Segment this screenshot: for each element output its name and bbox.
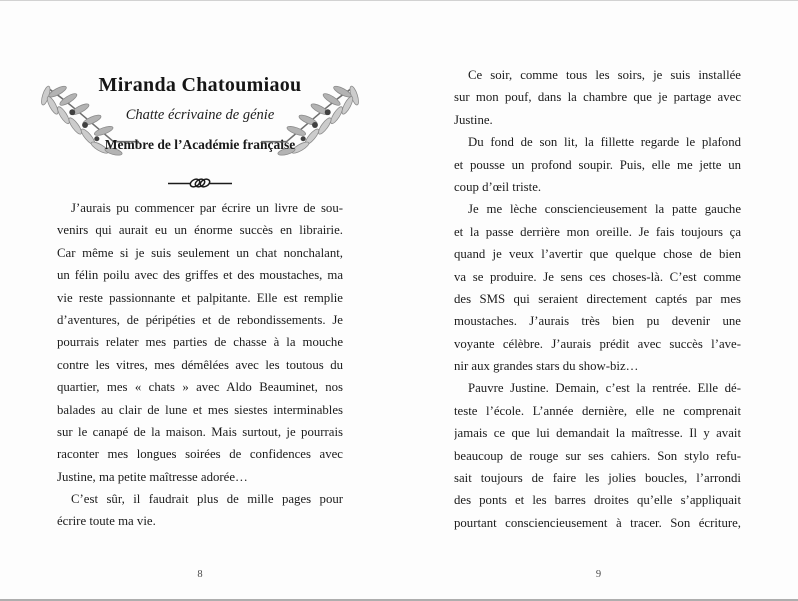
text-line: Justine, ma petite maîtresse adorée… <box>57 469 248 484</box>
text-line: beaucoup de rouge sur ses cahiers. Son stylo refu- <box>454 448 741 463</box>
text-line: voyante célèbre. J’aurais prédit avec succès l’ave- <box>454 336 741 351</box>
text-line: C’est sûr, il faudrait plus de mille pages pour <box>71 492 343 507</box>
text-line: nir aux grandes stars du show-biz… <box>454 359 639 374</box>
text-line: des SMS qui seraient directement captés par mes <box>454 291 741 306</box>
page-top-edge <box>0 0 798 1</box>
text-line: coup d’œil triste. <box>454 179 542 194</box>
text-line: et pousse un profond soupir. Puis, elle me jette un <box>454 157 741 172</box>
text-line: raconter mes longues soirées de confidences avec <box>57 447 343 462</box>
text-line: teste l’école. L’année dernière, elle ne comprenait <box>454 403 741 418</box>
text-line: va se produire. Je sens ces choses-là. C’est comme <box>454 269 741 284</box>
left-page-text <box>57 197 343 533</box>
text-line: Je me lèche consciencieusement la patte gauche <box>468 202 741 217</box>
chapter-subtitle: Chatte écrivaine de génie <box>125 107 275 123</box>
text-line: balades au clair de lune et mes siestes interminables <box>57 402 343 417</box>
text-line: contre les vitres, mes démêlées avec les toutous du <box>57 357 343 372</box>
text-line: des ponts et les barres droites qu’elle s’appliquait <box>454 493 741 508</box>
text-line: Pauvre Justine. Demain, c’est la rentrée. Elle dé- <box>468 381 741 396</box>
text-line: sait toujours de faire les jolies boucles, l’arrondi <box>454 471 741 486</box>
knot-divider-icon <box>168 176 232 190</box>
text-line: vie reste passionnante et palpitante. Elle est remplie <box>57 290 343 305</box>
text-line: Justine. <box>454 112 493 127</box>
left-page-number: 8 <box>197 569 203 580</box>
text-line: J’aurais pu commencer par écrire un livre de sou- <box>71 201 343 215</box>
text-line: et la passe derrière mon oreille. Je fais toujours ça <box>454 224 741 239</box>
text-line: pourrais relater mes parties de chasse à la mouche <box>57 335 343 350</box>
text-line: venirs qui aurait eu un énorme succès en librairie. <box>57 223 343 238</box>
text-line: pourtant consciencieusement à tracer. Son écriture, <box>454 515 741 530</box>
text-line: Car même si je suis seulement un chat nonchalant, <box>57 245 343 260</box>
right-page-number: 9 <box>595 569 602 580</box>
text-line: jamais ce que lui demandait la maîtresse. Il y avait <box>454 426 741 441</box>
right-page-text <box>454 64 741 534</box>
text-line: Ce soir, comme tous les soirs, je suis installée <box>468 68 741 82</box>
text-line: Du fond de son lit, la fillette regarde le plafond <box>468 135 741 150</box>
text-line: quartier, mes « chats » avec Aldo Beauminet, nos <box>57 380 343 395</box>
text-line: quand je veux l’avertir que quelque chose de bien <box>454 247 741 262</box>
text-line: moustaches. J’aurais très bien pu devenir une <box>454 314 741 329</box>
text-line: un félin poilu avec des griffes et des moustaches, ma <box>57 268 343 283</box>
chapter-affiliation: Membre de l’Académie française <box>104 137 296 152</box>
text-line: d’aventures, de péripéties et de rebondissements. Je <box>57 312 343 327</box>
chapter-title: Miranda Chatoumiaou <box>98 74 302 96</box>
text-line: sur mon pouf, dans la chambre que je partage avec <box>454 90 741 105</box>
text-line: écrire toute ma vie. <box>57 514 156 529</box>
text-line: sur le canapé de la maison. Mais surtout, je pourrais <box>57 424 343 439</box>
